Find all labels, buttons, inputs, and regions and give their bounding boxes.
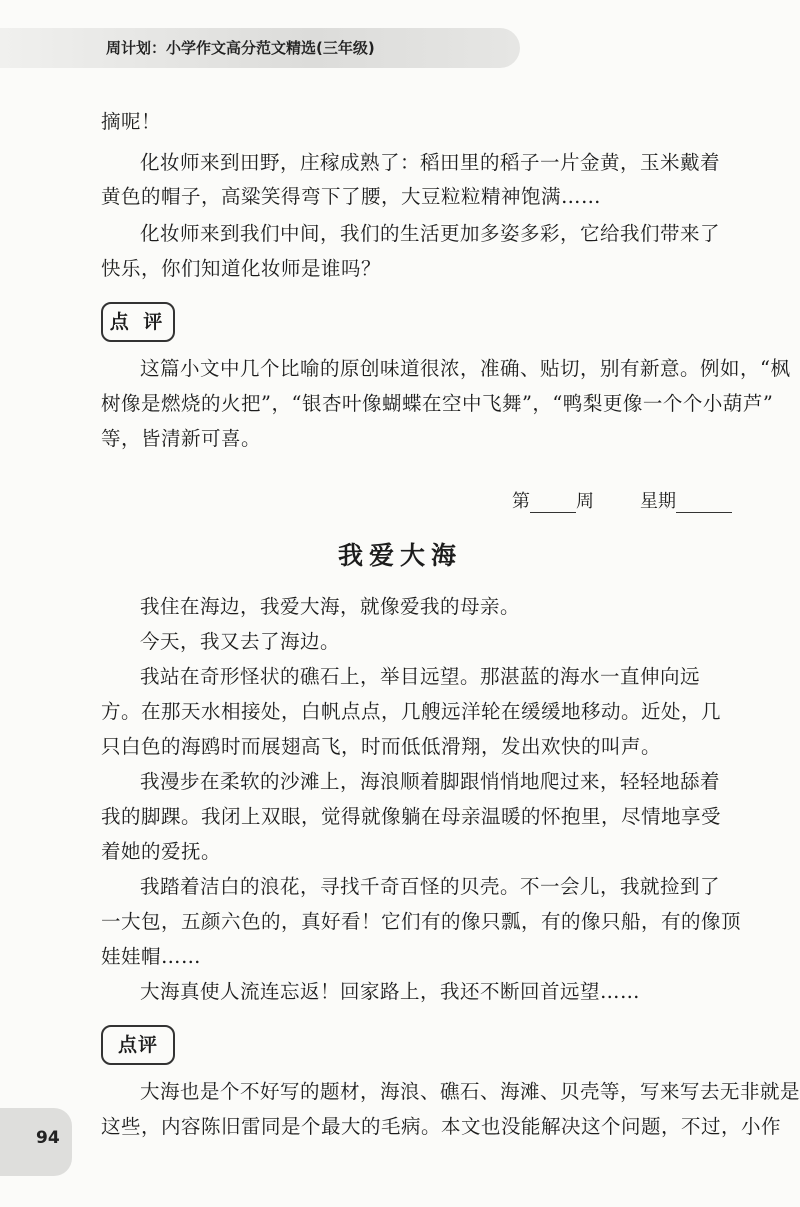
review-line: 大海也是个不好写的题材，海浪、礁石、海滩、贝壳等，写来写去无非就是 <box>140 1080 800 1103</box>
weekday-label: 星期 <box>640 491 676 512</box>
week-blank <box>530 491 576 513</box>
text-line: 方。在那天水相接处，白帆点点，几艘远洋轮在缓缓地移动。近处，几 <box>101 700 722 723</box>
text-line: 摘呢！ <box>101 110 162 133</box>
text-line: 只白色的海鸥时而展翅高飞，时而低低滑翔，发出欢快的叫声。 <box>101 735 662 758</box>
text-line: 大海真使人流连忘返！回家路上，我还不断回首远望…… <box>140 980 641 1003</box>
text-line: 着她的爱抚。 <box>101 840 222 863</box>
text-line: 我住在海边，我爱大海，就像爱我的母亲。 <box>140 595 521 618</box>
week-weekday-line <box>512 487 732 513</box>
week-suffix: 周 <box>576 491 594 512</box>
review-label: 点评 <box>101 1025 175 1065</box>
article-title: 我爱大海 <box>337 541 462 570</box>
review-line: 等，皆清新可喜。 <box>101 427 262 450</box>
text-line: 快乐，你们知道化妆师是谁吗？ <box>101 257 382 280</box>
text-line: 我的脚踝。我闭上双眼，觉得就像躺在母亲温暖的怀抱里，尽情地享受 <box>101 805 722 828</box>
weekday-blank <box>676 491 732 513</box>
review-line: 树像是燃烧的火把”，“银杏叶像蝴蝶在空中飞舞”，“鸭梨更像一个个小葫芦” <box>101 392 774 415</box>
text-line: 黄色的帽子，高粱笑得弯下了腰，大豆粒粒精神饱满…… <box>101 185 602 208</box>
text-line: 化妆师来到我们中间，我们的生活更加多姿多彩，它给我们带来了 <box>140 222 721 245</box>
text-line: 娃娃帽…… <box>101 945 202 968</box>
running-header: 周计划：小学作文高分范文精选(三年级) <box>106 39 375 57</box>
text-line: 一大包，五颜六色的，真好看！它们有的像只瓢，有的像只船，有的像顶 <box>101 910 742 933</box>
week-prefix: 第 <box>512 491 530 512</box>
review-line: 这些，内容陈旧雷同是个最大的毛病。本文也没能解决这个问题，不过，小作 <box>101 1115 782 1138</box>
page-number: 94 <box>36 1128 60 1148</box>
text-line: 我站在奇形怪状的礁石上，举目远望。那湛蓝的海水一直伸向远 <box>140 665 701 688</box>
review-label: 点 评 <box>101 302 175 342</box>
text-line: 今天，我又去了海边。 <box>140 630 341 653</box>
text-line: 化妆师来到田野，庄稼成熟了：稻田里的稻子一片金黄，玉米戴着 <box>140 151 721 174</box>
review-line: 这篇小文中几个比喻的原创味道很浓，准确、贴切，别有新意。例如，“枫 <box>140 357 791 380</box>
text-line: 我漫步在柔软的沙滩上，海浪顺着脚跟悄悄地爬过来，轻轻地舔着 <box>140 770 721 793</box>
text-line: 我踏着洁白的浪花，寻找千奇百怪的贝壳。不一会儿，我就捡到了 <box>140 875 721 898</box>
